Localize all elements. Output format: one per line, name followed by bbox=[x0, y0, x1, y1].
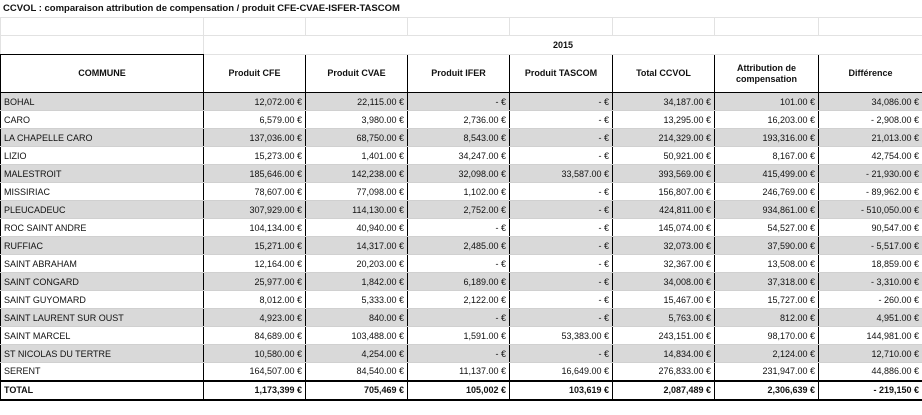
cell-attribution[interactable]: 37,318.00 € bbox=[715, 273, 819, 291]
cell-total-ccvol[interactable]: 32,367.00 € bbox=[613, 255, 715, 273]
cell-difference[interactable]: - 510,050.00 € bbox=[819, 201, 922, 219]
header-produit-cfe[interactable]: Produit CFE bbox=[204, 55, 306, 93]
total-cell-attribution[interactable]: 2,306,639 € bbox=[715, 381, 819, 400]
cell-total-ccvol[interactable]: 145,074.00 € bbox=[613, 219, 715, 237]
cell-attribution[interactable]: 98,170.00 € bbox=[715, 327, 819, 345]
cell-attribution[interactable]: 13,508.00 € bbox=[715, 255, 819, 273]
cell-produit-cfe[interactable]: 12,072.00 € bbox=[204, 93, 306, 111]
cell-commune[interactable]: ST NICOLAS DU TERTRE bbox=[1, 345, 204, 363]
table-row bbox=[1, 273, 922, 291]
cell-produit-ifer[interactable]: - € bbox=[408, 345, 510, 363]
cell-produit-tascom[interactable]: - € bbox=[510, 237, 613, 255]
empty-cell[interactable] bbox=[306, 18, 408, 36]
table-row bbox=[1, 345, 922, 363]
cell-produit-cvae[interactable]: 103,488.00 € bbox=[306, 327, 408, 345]
cell-difference[interactable]: - 3,310.00 € bbox=[819, 273, 922, 291]
cell-produit-cfe[interactable]: 164,507.00 € bbox=[204, 363, 306, 381]
year-header[interactable]: 2015 bbox=[204, 36, 922, 55]
cell-produit-ifer[interactable]: 2,485.00 € bbox=[408, 237, 510, 255]
total-cell-produit-ifer[interactable]: 105,002 € bbox=[408, 381, 510, 400]
cell-produit-cfe[interactable]: 137,036.00 € bbox=[204, 129, 306, 147]
cell-attribution[interactable]: 812.00 € bbox=[715, 309, 819, 327]
cell-total-ccvol[interactable]: 5,763.00 € bbox=[613, 309, 715, 327]
cell-total-ccvol[interactable]: 34,187.00 € bbox=[613, 93, 715, 111]
cell-total-ccvol[interactable]: 424,811.00 € bbox=[613, 201, 715, 219]
empty-cell[interactable] bbox=[510, 18, 613, 36]
cell-commune[interactable]: BOHAL bbox=[1, 93, 204, 111]
cell-produit-cvae[interactable]: 1,401.00 € bbox=[306, 147, 408, 165]
total-cell-produit-cvae[interactable]: 705,469 € bbox=[306, 381, 408, 400]
cell-attribution[interactable]: 246,769.00 € bbox=[715, 183, 819, 201]
cell-produit-tascom[interactable]: 33,587.00 € bbox=[510, 165, 613, 183]
cell-difference[interactable]: 90,547.00 € bbox=[819, 219, 922, 237]
empty-cell[interactable] bbox=[819, 18, 922, 36]
cell-produit-cfe[interactable]: 4,923.00 € bbox=[204, 309, 306, 327]
empty-cell[interactable] bbox=[408, 18, 510, 36]
cell-difference[interactable]: 144,981.00 € bbox=[819, 327, 922, 345]
cell-produit-cvae[interactable]: 77,098.00 € bbox=[306, 183, 408, 201]
cell-produit-tascom[interactable]: - € bbox=[510, 93, 613, 111]
cell-total-ccvol[interactable]: 243,151.00 € bbox=[613, 327, 715, 345]
total-cell-commune[interactable]: TOTAL bbox=[1, 381, 204, 400]
table-row bbox=[1, 327, 922, 345]
cell-total-ccvol[interactable]: 15,467.00 € bbox=[613, 291, 715, 309]
cell-produit-cfe[interactable]: 185,646.00 € bbox=[204, 165, 306, 183]
cell-total-ccvol[interactable]: 14,834.00 € bbox=[613, 345, 715, 363]
cell-produit-ifer[interactable]: 34,247.00 € bbox=[408, 147, 510, 165]
cell-produit-cfe[interactable]: 8,012.00 € bbox=[204, 291, 306, 309]
cell-difference[interactable]: 18,859.00 € bbox=[819, 255, 922, 273]
empty-cell[interactable] bbox=[1, 18, 204, 36]
cell-produit-tascom[interactable]: 16,649.00 € bbox=[510, 363, 613, 381]
cell-produit-cvae[interactable]: 840.00 € bbox=[306, 309, 408, 327]
cell-total-ccvol[interactable]: 156,807.00 € bbox=[613, 183, 715, 201]
cell-produit-tascom[interactable]: - € bbox=[510, 129, 613, 147]
cell-produit-ifer[interactable]: 1,102.00 € bbox=[408, 183, 510, 201]
cell-produit-ifer[interactable]: - € bbox=[408, 255, 510, 273]
cell-commune[interactable]: MISSIRIAC bbox=[1, 183, 204, 201]
header-produit-ifer[interactable]: Produit IFER bbox=[408, 55, 510, 93]
cell-produit-tascom[interactable]: - € bbox=[510, 273, 613, 291]
cell-produit-cvae[interactable]: 84,540.00 € bbox=[306, 363, 408, 381]
cell-produit-cfe[interactable]: 104,134.00 € bbox=[204, 219, 306, 237]
cell-commune[interactable]: PLEUCADEUC bbox=[1, 201, 204, 219]
cell-commune[interactable]: LIZIO bbox=[1, 147, 204, 165]
table-row bbox=[1, 219, 922, 237]
cell-produit-cfe[interactable]: 12,164.00 € bbox=[204, 255, 306, 273]
header-produit-cvae[interactable]: Produit CVAE bbox=[306, 55, 408, 93]
cell-produit-cvae[interactable]: 114,130.00 € bbox=[306, 201, 408, 219]
cell-produit-cfe[interactable]: 6,579.00 € bbox=[204, 111, 306, 129]
cell-produit-tascom[interactable]: - € bbox=[510, 309, 613, 327]
cell-produit-ifer[interactable]: - € bbox=[408, 219, 510, 237]
header-difference[interactable]: Différence bbox=[819, 55, 922, 93]
table-row bbox=[1, 93, 922, 111]
cell-difference[interactable]: 34,086.00 € bbox=[819, 93, 922, 111]
cell-produit-ifer[interactable]: 2,122.00 € bbox=[408, 291, 510, 309]
cell-attribution[interactable]: 101.00 € bbox=[715, 93, 819, 111]
header-commune[interactable]: COMMUNE bbox=[1, 55, 204, 93]
cell-commune[interactable]: ROC SAINT ANDRE bbox=[1, 219, 204, 237]
total-cell-produit-cfe[interactable]: 1,173,399 € bbox=[204, 381, 306, 400]
cell-produit-cvae[interactable]: 5,333.00 € bbox=[306, 291, 408, 309]
header-total-ccvol[interactable]: Total CCVOL bbox=[613, 55, 715, 93]
cell-produit-tascom[interactable]: - € bbox=[510, 201, 613, 219]
cell-produit-ifer[interactable]: 1,591.00 € bbox=[408, 327, 510, 345]
cell-total-ccvol[interactable]: 32,073.00 € bbox=[613, 237, 715, 255]
cell-produit-ifer[interactable]: 6,189.00 € bbox=[408, 273, 510, 291]
empty-cell[interactable] bbox=[715, 18, 819, 36]
cell-produit-tascom[interactable]: - € bbox=[510, 291, 613, 309]
cell-produit-cvae[interactable]: 4,254.00 € bbox=[306, 345, 408, 363]
cell-produit-ifer[interactable]: 2,752.00 € bbox=[408, 201, 510, 219]
cell-difference[interactable]: 12,710.00 € bbox=[819, 345, 922, 363]
cell-difference[interactable]: - 89,962.00 € bbox=[819, 183, 922, 201]
cell-difference[interactable]: 21,013.00 € bbox=[819, 129, 922, 147]
table-row bbox=[1, 201, 922, 219]
cell-produit-cfe[interactable]: 10,580.00 € bbox=[204, 345, 306, 363]
cell-produit-ifer[interactable]: 8,543.00 € bbox=[408, 129, 510, 147]
cell-commune[interactable]: RUFFIAC bbox=[1, 237, 204, 255]
empty-cell[interactable] bbox=[1, 36, 204, 55]
cell-produit-ifer[interactable]: 32,098.00 € bbox=[408, 165, 510, 183]
cell-attribution[interactable]: 37,590.00 € bbox=[715, 237, 819, 255]
header-produit-tascom[interactable]: Produit TASCOM bbox=[510, 55, 613, 93]
table-row bbox=[1, 111, 922, 129]
cell-produit-cvae[interactable]: 68,750.00 € bbox=[306, 129, 408, 147]
total-cell-difference[interactable]: - 219,150 € bbox=[819, 381, 922, 400]
cell-total-ccvol[interactable]: 34,008.00 € bbox=[613, 273, 715, 291]
cell-attribution[interactable]: 2,124.00 € bbox=[715, 345, 819, 363]
cell-difference[interactable]: - 2,908.00 € bbox=[819, 111, 922, 129]
cell-commune[interactable]: LA CHAPELLE CARO bbox=[1, 129, 204, 147]
cell-difference[interactable]: - 5,517.00 € bbox=[819, 237, 922, 255]
cell-difference[interactable]: - 260.00 € bbox=[819, 291, 922, 309]
cell-produit-cvae[interactable]: 142,238.00 € bbox=[306, 165, 408, 183]
table-row bbox=[1, 147, 922, 165]
column-headers bbox=[1, 55, 922, 93]
cell-produit-tascom[interactable]: - € bbox=[510, 183, 613, 201]
cell-produit-ifer[interactable]: 2,736.00 € bbox=[408, 111, 510, 129]
header-attribution[interactable]: Attribution de compensation bbox=[715, 55, 819, 93]
cell-attribution[interactable]: 193,316.00 € bbox=[715, 129, 819, 147]
cell-produit-tascom[interactable]: - € bbox=[510, 219, 613, 237]
cell-commune[interactable]: SAINT MARCEL bbox=[1, 327, 204, 345]
cell-produit-tascom[interactable]: 53,383.00 € bbox=[510, 327, 613, 345]
cell-produit-cvae[interactable]: 3,980.00 € bbox=[306, 111, 408, 129]
empty-cell[interactable] bbox=[204, 18, 306, 36]
cell-commune[interactable]: SAINT LAURENT SUR OUST bbox=[1, 309, 204, 327]
empty-cell[interactable] bbox=[613, 18, 715, 36]
cell-produit-ifer[interactable]: 11,137.00 € bbox=[408, 363, 510, 381]
cell-produit-cfe[interactable]: 15,271.00 € bbox=[204, 237, 306, 255]
table-row bbox=[1, 165, 922, 183]
cell-attribution[interactable]: 8,167.00 € bbox=[715, 147, 819, 165]
cell-produit-cvae[interactable]: 14,317.00 € bbox=[306, 237, 408, 255]
compensation-table bbox=[0, 17, 922, 401]
cell-difference[interactable]: 42,754.00 € bbox=[819, 147, 922, 165]
cell-commune[interactable]: SERENT bbox=[1, 363, 204, 381]
cell-total-ccvol[interactable]: 50,921.00 € bbox=[613, 147, 715, 165]
cell-commune[interactable]: SAINT CONGARD bbox=[1, 273, 204, 291]
cell-difference[interactable]: 4,951.00 € bbox=[819, 309, 922, 327]
cell-attribution[interactable]: 415,499.00 € bbox=[715, 165, 819, 183]
cell-total-ccvol[interactable]: 393,569.00 € bbox=[613, 165, 715, 183]
total-row bbox=[1, 381, 922, 400]
sheet-title: CCVOL : comparaison attribution de compensation / produit CFE-CVAE-ISFER-TASCOM bbox=[3, 3, 400, 14]
cell-attribution[interactable]: 16,203.00 € bbox=[715, 111, 819, 129]
cell-difference[interactable]: 44,886.00 € bbox=[819, 363, 922, 381]
table-row bbox=[1, 309, 922, 327]
cell-commune[interactable]: SAINT GUYOMARD bbox=[1, 291, 204, 309]
table-row bbox=[1, 255, 922, 273]
cell-total-ccvol[interactable]: 214,329.00 € bbox=[613, 129, 715, 147]
cell-produit-ifer[interactable]: - € bbox=[408, 93, 510, 111]
table-row bbox=[1, 237, 922, 255]
cell-produit-ifer[interactable]: - € bbox=[408, 309, 510, 327]
cell-commune[interactable]: SAINT ABRAHAM bbox=[1, 255, 204, 273]
cell-produit-cfe[interactable]: 78,607.00 € bbox=[204, 183, 306, 201]
table-row bbox=[1, 291, 922, 309]
total-cell-produit-tascom[interactable]: 103,619 € bbox=[510, 381, 613, 400]
table-row bbox=[1, 129, 922, 147]
cell-difference[interactable]: - 21,930.00 € bbox=[819, 165, 922, 183]
cell-produit-cfe[interactable]: 84,689.00 € bbox=[204, 327, 306, 345]
cell-attribution[interactable]: 231,947.00 € bbox=[715, 363, 819, 381]
cell-produit-tascom[interactable]: - € bbox=[510, 147, 613, 165]
cell-attribution[interactable]: 15,727.00 € bbox=[715, 291, 819, 309]
table-row bbox=[1, 363, 922, 381]
cell-attribution[interactable]: 54,527.00 € bbox=[715, 219, 819, 237]
cell-total-ccvol[interactable]: 13,295.00 € bbox=[613, 111, 715, 129]
cell-produit-cvae[interactable]: 20,203.00 € bbox=[306, 255, 408, 273]
cell-commune[interactable]: CARO bbox=[1, 111, 204, 129]
table-row bbox=[1, 183, 922, 201]
total-cell-total-ccvol[interactable]: 2,087,489 € bbox=[613, 381, 715, 400]
cell-produit-cfe[interactable]: 15,273.00 € bbox=[204, 147, 306, 165]
cell-produit-tascom[interactable]: - € bbox=[510, 345, 613, 363]
cell-produit-tascom[interactable]: - € bbox=[510, 111, 613, 129]
cell-total-ccvol[interactable]: 276,833.00 € bbox=[613, 363, 715, 381]
cell-produit-tascom[interactable]: - € bbox=[510, 255, 613, 273]
cell-produit-cvae[interactable]: 40,940.00 € bbox=[306, 219, 408, 237]
cell-produit-cvae[interactable]: 22,115.00 € bbox=[306, 93, 408, 111]
cell-produit-cvae[interactable]: 1,842.00 € bbox=[306, 273, 408, 291]
cell-attribution[interactable]: 934,861.00 € bbox=[715, 201, 819, 219]
cell-commune[interactable]: MALESTROIT bbox=[1, 165, 204, 183]
cell-produit-cfe[interactable]: 307,929.00 € bbox=[204, 201, 306, 219]
cell-produit-cfe[interactable]: 25,977.00 € bbox=[204, 273, 306, 291]
